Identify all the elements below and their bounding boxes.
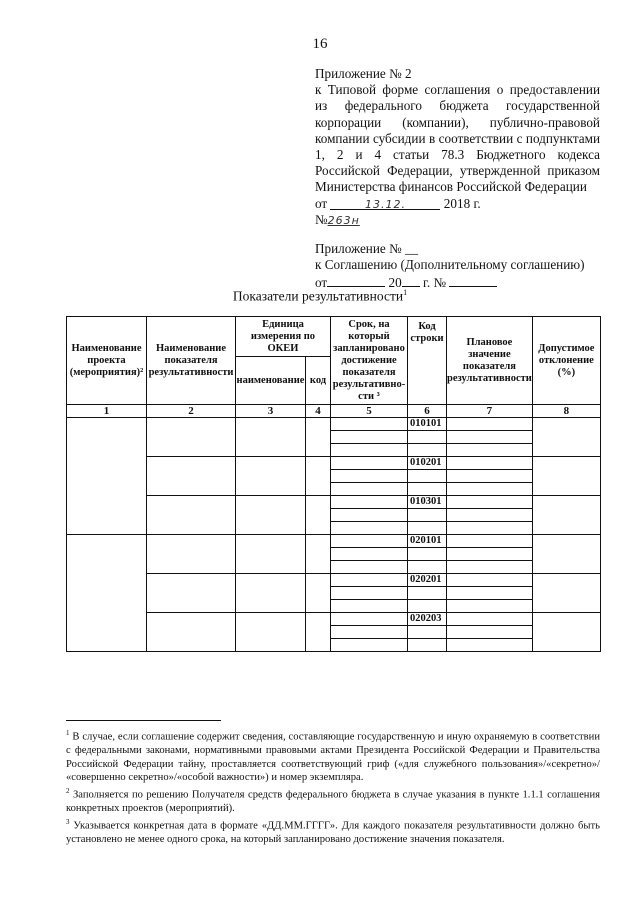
planned-cell	[447, 496, 533, 509]
deadline-cell	[331, 522, 408, 535]
col-number: 5	[331, 405, 408, 418]
planned-cell	[447, 444, 533, 457]
planned-cell	[447, 535, 533, 548]
header-unit-code: код	[306, 357, 331, 405]
planned-cell	[447, 470, 533, 483]
title-footnote-mark: 1	[403, 288, 408, 297]
deadline-cell	[331, 431, 408, 444]
indicator-cell	[147, 418, 236, 457]
planned-cell	[447, 613, 533, 626]
agreement-year: 20	[388, 275, 402, 291]
agreement-line: к Соглашению (Дополнительному соглашению)	[315, 257, 585, 273]
row-code-cell	[408, 444, 447, 457]
planned-cell	[447, 548, 533, 561]
row-code-cell	[408, 522, 447, 535]
footnote-mark: 3	[66, 817, 70, 826]
agreement-from: от	[315, 275, 328, 291]
deviation-cell	[532, 535, 600, 574]
appendix-date-line	[315, 196, 600, 212]
indicator-cell	[147, 613, 236, 652]
row-code-cell	[408, 600, 447, 613]
row-code-cell	[408, 561, 447, 574]
appendix-heading-2: Приложение № __	[315, 241, 419, 257]
unit-name-cell	[236, 496, 306, 535]
col-number: 8	[532, 405, 600, 418]
row-code-cell	[408, 587, 447, 600]
unit-code-cell	[306, 535, 331, 574]
header-deviation: Допустимое отклонение (%)	[532, 317, 600, 405]
agreement-suffix: г. №	[422, 275, 447, 291]
project-cell	[67, 418, 147, 535]
unit-name-cell	[236, 613, 306, 652]
row-code-cell	[408, 548, 447, 561]
row-code: 020101	[408, 535, 447, 548]
deadline-cell	[331, 626, 408, 639]
indicator-cell	[147, 457, 236, 496]
row-code: 010201	[408, 457, 447, 470]
row-code: 010301	[408, 496, 447, 509]
footnote-text: Заполняется по решению Получателя средств федерального бюджета в случае указания в пункте 1.1.1 соглашения конкретных проектов (мероприятий).	[66, 789, 600, 815]
deadline-cell	[331, 613, 408, 626]
footnote-text: Указывается конкретная дата в формате «ДД.ММ.ГГГГ». Для каждого показателя результативности должно быть установлено не менее одного срока, на который запланировано достижение значения показателя.	[66, 820, 600, 845]
indicator-cell	[147, 496, 236, 535]
col-number: 7	[447, 405, 533, 418]
date-prefix: от	[315, 195, 328, 211]
planned-cell	[447, 639, 533, 652]
unit-name-cell	[236, 574, 306, 613]
col-number: 3	[236, 405, 306, 418]
deadline-cell	[331, 444, 408, 457]
planned-cell	[447, 587, 533, 600]
appendix-number-line	[315, 212, 600, 229]
planned-cell	[447, 431, 533, 444]
number-prefix: №	[315, 211, 328, 227]
deadline-cell	[331, 574, 408, 587]
unit-code-cell	[306, 496, 331, 535]
row-code-cell	[408, 470, 447, 483]
col-number: 6	[408, 405, 447, 418]
header-planned: Плановое значение показателя результативности	[447, 317, 533, 405]
page-number: 16	[312, 36, 328, 52]
planned-cell	[447, 561, 533, 574]
row-code: 010101	[408, 418, 447, 431]
deadline-cell	[331, 639, 408, 652]
row-code-cell	[408, 626, 447, 639]
footnotes	[66, 727, 600, 846]
deadline-cell	[331, 587, 408, 600]
agreement-date-blank	[327, 273, 385, 287]
appendix-heading: Приложение № 2	[315, 66, 412, 81]
footnote-rule	[66, 720, 221, 721]
indicators-table	[66, 316, 601, 652]
planned-cell	[447, 483, 533, 496]
deadline-cell	[331, 496, 408, 509]
deadline-cell	[331, 470, 408, 483]
footnote-mark: 1	[66, 729, 70, 737]
table-title	[0, 288, 640, 305]
unit-code-cell	[306, 613, 331, 652]
planned-cell	[447, 626, 533, 639]
col-number: 4	[306, 405, 331, 418]
header-unit-name: наименование	[236, 357, 306, 405]
date-blank	[330, 196, 440, 210]
footnote-3	[66, 816, 600, 847]
header-indicator: Наименование показателя результативности	[147, 317, 236, 405]
deviation-cell	[532, 496, 600, 535]
planned-cell	[447, 522, 533, 535]
planned-cell	[447, 509, 533, 522]
indicator-cell	[147, 535, 236, 574]
date-suffix: 2018 г.	[443, 195, 481, 211]
indicator-cell	[147, 574, 236, 613]
deadline-cell	[331, 600, 408, 613]
row-code-cell	[408, 509, 447, 522]
header-project: Наименование проекта (мероприятия)²	[67, 317, 147, 405]
header-row-code: Код строки	[408, 317, 447, 405]
col-number: 2	[147, 405, 236, 418]
col-number: 1	[67, 405, 147, 418]
row-code-cell	[408, 483, 447, 496]
header-unit: Единица измерения по ОКЕИ	[236, 317, 331, 357]
planned-cell	[447, 457, 533, 470]
deviation-cell	[532, 574, 600, 613]
planned-cell	[447, 600, 533, 613]
appendix-body: к Типовой форме соглашения о предоставлении из федерального бюджета государственной корпорации (компании), публично-правовой компании субсидии в соответствии с подпунктами 1, 2 и 4 статьи 78.3 Бюджетного кодекса Российской Федерации, утвержденной приказом Министерства финансов Российской Федерации	[315, 82, 600, 195]
row-code: 020203	[408, 613, 447, 626]
row-code-cell	[408, 639, 447, 652]
unit-code-cell	[306, 418, 331, 457]
row-code: 020201	[408, 574, 447, 587]
deadline-cell	[331, 561, 408, 574]
deadline-cell	[331, 535, 408, 548]
footnote-2	[66, 785, 600, 816]
appendix-block	[315, 66, 600, 292]
deviation-cell	[532, 457, 600, 496]
deadline-cell	[331, 457, 408, 470]
deviation-cell	[532, 613, 600, 652]
planned-cell	[447, 418, 533, 431]
agreement-year-blank	[402, 273, 420, 287]
unit-name-cell	[236, 535, 306, 574]
deviation-cell	[532, 418, 600, 457]
unit-code-cell	[306, 457, 331, 496]
deadline-cell	[331, 483, 408, 496]
row-code-cell	[408, 431, 447, 444]
unit-name-cell	[236, 457, 306, 496]
planned-cell	[447, 574, 533, 587]
agreement-number-blank	[449, 273, 497, 287]
unit-code-cell	[306, 574, 331, 613]
deadline-cell	[331, 548, 408, 561]
unit-name-cell	[236, 418, 306, 457]
handwritten-date: 13.12.	[364, 197, 406, 211]
table-title-text: Показатели результативности	[232, 288, 404, 304]
footnote-1	[66, 727, 600, 785]
handwritten-number: 263н	[327, 213, 360, 227]
deadline-cell	[331, 418, 408, 431]
header-deadline: Срок, на который запланировано достижение показателя результативно-сти ³	[331, 317, 408, 405]
footnote-mark: 2	[66, 786, 70, 795]
footnote-text: В случае, если соглашение содержит сведения, составляющие государственную и иную охраняемую в соответствии с федеральными законами, нормативными правовыми актами Президента Российской Федерации и Правительства Российской Федерации тайну, проставляется соответствующий гриф («для служебного пользования»/«секретно»/ «совершенно секретно»/«особой важности») и номер экземпляра.	[66, 731, 600, 784]
deadline-cell	[331, 509, 408, 522]
project-cell	[67, 535, 147, 652]
